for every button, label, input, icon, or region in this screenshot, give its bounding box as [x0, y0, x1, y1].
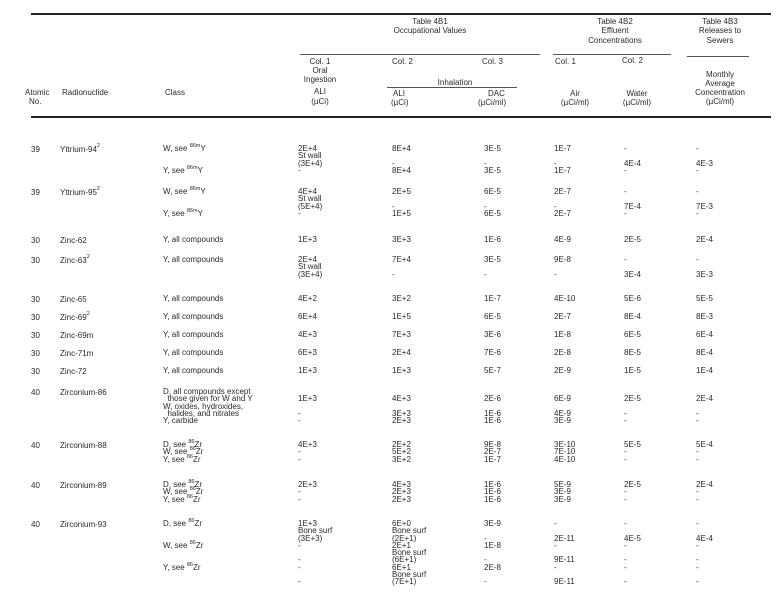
class-line: Y, all compounds [163, 312, 224, 321]
header-air: Air [570, 89, 580, 98]
value-air: 2E-8 [554, 348, 571, 357]
atomic-number: 40 [31, 388, 40, 397]
value-water: 6E-5 [624, 330, 641, 339]
value-ali: 7E+4 - [392, 255, 411, 279]
value-sewer: 2E-4 - - [696, 480, 713, 504]
radionuclide-label: Zinc-62 [60, 236, 87, 245]
value-oral: 6E+4 [298, 312, 317, 321]
header-col2: Col. 2 [392, 57, 413, 66]
class-line: Y, all compounds [163, 348, 224, 357]
top-rule [31, 13, 771, 15]
header-monthly: Monthly [705, 70, 734, 79]
value-water: - 7E-4 - [624, 187, 641, 218]
atomic-number: 30 [31, 256, 40, 265]
value-oral: 2E+3 - - [298, 480, 317, 504]
value-ali: 3E+3 [392, 235, 411, 244]
value-ali: 2E+2 5E+2 3E+2 [392, 440, 411, 464]
header-bottom-rule [31, 116, 771, 118]
header-dac: DAC [488, 89, 505, 98]
radionuclide-label: Yttrium-95 [60, 188, 97, 197]
header-atomic-no-2: No. [29, 97, 42, 106]
class-line: halides, and nitrates [163, 408, 240, 418]
radionuclide-name [60, 367, 87, 376]
radionuclide-label: Zinc-72 [60, 367, 87, 376]
value-dac: 7E-6 [484, 348, 501, 357]
header-class: Class [165, 88, 186, 97]
radionuclide-name [60, 520, 107, 529]
class-line: Y, see $^{86}$Zr [163, 561, 201, 572]
atomic-number: 30 [31, 313, 40, 322]
value-oral: 4E+3 [298, 330, 317, 339]
class-line: Y, see $^{86}$Zr [163, 453, 201, 464]
radionuclide-name [60, 313, 90, 322]
radionuclide-label: Zirconium-88 [60, 441, 107, 450]
value-ali: 7E+3 [392, 330, 411, 339]
radionuclide-name [60, 388, 107, 397]
value-ali: 6E+0 Bone surf (2E+1) 2E+1 Bone surf (6E+1) 6E+1 Bone surf (7E+1) [392, 519, 427, 587]
value-oral: 2E+4 St wall (3E+4) [298, 255, 323, 279]
value-sewer: - 4E-4 - - - - [696, 519, 713, 587]
value-ali: 2E+4 [392, 348, 411, 357]
class-line: D, see $^{86}$Zr [163, 518, 203, 528]
radionuclide-label: Zinc-65 [60, 295, 87, 304]
value-dac: 6E-5 [484, 312, 501, 321]
header-effluent-col2: Col. 2 [622, 56, 643, 65]
header-inhal-ali: ALI [393, 89, 406, 98]
value-dac: 1E-6 [484, 235, 501, 244]
atomic-number: 30 [31, 236, 40, 245]
value-ali: 3E+2 [392, 294, 411, 303]
value-oral: 1E+3 [298, 366, 317, 375]
class-line: Y, see $^{86m}$Y [163, 207, 203, 218]
value-sewer: 2E-4 [696, 235, 713, 244]
atomic-number: 39 [31, 188, 40, 197]
class-line: Y, all compounds [163, 294, 224, 303]
radionuclide-label: Yttrium-94 [60, 145, 97, 154]
footnote-marker: 2 [96, 143, 100, 149]
value-ali: 2E+5 - 1E+5 [392, 187, 411, 218]
value-air: 4E-10 [554, 294, 576, 303]
atomic-number: 30 [31, 349, 40, 358]
value-dac: 2E-6 1E-6 1E-6 [484, 394, 501, 426]
value-dac: 3E-5 - [484, 255, 501, 279]
class-line: Y, all compounds [163, 235, 224, 244]
table-4b1-subtitle: Occupational Values [393, 26, 467, 35]
header-concentration: Concentration [695, 88, 745, 97]
value-air: 2E-7 [554, 312, 571, 321]
value-oral: 2E+4 St wall (3E+4) - [298, 144, 323, 175]
effluent-rule [553, 54, 671, 55]
header-atomic-no: Atomic [25, 88, 50, 97]
radionuclide-name [60, 349, 93, 358]
value-air: 9E-8 - [554, 255, 571, 279]
radionuclide-name [60, 295, 87, 304]
value-water: 8E-4 [624, 312, 641, 321]
atomic-number: 40 [31, 520, 40, 529]
value-sewer: 2E-4 - - [696, 394, 713, 426]
table-4b1-title: Table 4B1 [412, 17, 448, 26]
table-4b3-title: Table 4B3 [702, 17, 738, 26]
class-line: W, see $^{86}$Zr [163, 446, 204, 457]
value-sewer: - 4E-3 - [696, 144, 713, 175]
value-water: 5E-6 [624, 294, 641, 303]
class-line: W, see $^{86}$Zr [163, 539, 204, 550]
table-4b2-subtitle-1: Effluent [601, 26, 629, 35]
atomic-number: 40 [31, 441, 40, 450]
value-water: 2E-5 - - [624, 394, 641, 426]
radionuclide-label: Zinc-71m [60, 349, 94, 358]
atomic-number: 30 [31, 331, 40, 340]
value-ali: 8E+4 - 8E+4 [392, 144, 411, 175]
radionuclide-label: Zinc-69m [60, 331, 94, 340]
value-sewer: 5E-5 [696, 294, 713, 303]
table-4b3-subtitle-2: Sewers [706, 36, 734, 45]
value-ali: 4E+3 2E+3 2E+3 [392, 480, 411, 504]
value-sewer: 8E-4 [696, 348, 713, 357]
value-dac: 3E-9 - 1E-8 - 2E-8 - [484, 519, 501, 587]
value-dac: 3E-6 [484, 330, 501, 339]
table-4b2-subtitle-2: Concentrations [588, 36, 642, 45]
value-ali: 4E+3 3E+3 2E+3 [392, 394, 411, 426]
value-sewer: - 7E-3 - [696, 187, 713, 218]
atomic-number: 30 [31, 295, 40, 304]
class-line: D, see $^{86}$Zr [163, 439, 203, 449]
value-sewer: 6E-4 [696, 330, 713, 339]
value-oral: 6E+3 [298, 348, 317, 357]
value-oral: 4E+2 [298, 294, 317, 303]
value-air: 2E-9 [554, 366, 571, 375]
radionuclide-name [60, 256, 90, 265]
radionuclide-label: Zirconium-93 [60, 520, 107, 529]
atomic-number: 30 [31, 367, 40, 376]
radionuclide-label: Zirconium-89 [60, 481, 107, 490]
radionuclide-name [60, 441, 107, 450]
radionuclide-label: Zinc-69 [60, 313, 87, 322]
value-water: - 3E-4 [624, 255, 641, 279]
class-line: D, see $^{86}$Zr [163, 479, 203, 489]
class-line: W, see $^{86m}$Y [163, 186, 206, 196]
class-line: Y, all compounds [163, 255, 224, 264]
sewer-rule [687, 56, 749, 57]
header-col1: Col. 1 [309, 57, 331, 66]
class-line: Y, see $^{86}$Zr [163, 493, 201, 504]
class-line: Y, carbide [163, 416, 198, 426]
footnote-marker: 2 [86, 254, 90, 260]
class-line: W, oxides, hydroxides, [163, 401, 244, 411]
value-dac: 1E-7 [484, 294, 501, 303]
value-sewer: - 3E-3 [696, 255, 713, 279]
value-air: 3E-10 7E-10 4E-10 [554, 440, 576, 464]
value-oral: 4E+4 St wall (5E+4) - [298, 187, 323, 218]
inhalation-rule [387, 87, 517, 88]
radionuclide-label: Zirconium-86 [60, 388, 107, 397]
value-air: 6E-9 4E-9 3E-9 [554, 394, 571, 426]
atomic-number: 40 [31, 481, 40, 490]
header-effluent-col1: Col. 1 [555, 57, 576, 66]
value-water: - 4E-5 - - - - [624, 519, 641, 587]
value-sewer: 5E-4 - - [696, 440, 713, 464]
value-water: 2E-5 [624, 235, 641, 244]
occupational-rule [300, 54, 540, 55]
value-dac: 6E-5 - 6E-5 [484, 187, 501, 218]
value-dac: 9E-8 2E-7 1E-7 [484, 440, 501, 464]
value-sewer: 1E-4 [696, 366, 713, 375]
value-air: 1E-8 [554, 330, 571, 339]
table-4b3-subtitle-1: Releases to [698, 26, 742, 35]
table-4b2-title: Table 4B2 [597, 17, 633, 26]
header-air-unit: (µCi/ml) [560, 98, 590, 107]
value-air: 1E-7 - 1E-7 [554, 144, 571, 175]
value-water: 8E-5 [624, 348, 641, 357]
radionuclide-name [60, 188, 100, 197]
atomic-number: 39 [31, 145, 40, 154]
header-oral-ali: ALI [313, 87, 326, 96]
header-radionuclide: Radionuclide [62, 88, 109, 97]
header-oral-unit: (µCi) [311, 97, 329, 106]
header-inhalation: Inhalation [437, 78, 473, 87]
value-dac: 1E-6 1E-6 1E-6 [484, 480, 501, 504]
value-water: 1E-5 [624, 366, 641, 375]
header-sewer-unit: (µCi/ml) [705, 97, 735, 106]
radionuclide-name [60, 331, 93, 340]
radionuclide-name [60, 481, 107, 490]
class-line: Y, all compounds [163, 366, 224, 375]
class-line: D, all compounds except [163, 387, 251, 396]
class-line: W, see $^{86m}$Y [163, 143, 206, 153]
footnote-marker: 2 [86, 311, 90, 317]
value-oral: 1E+3 - - [298, 394, 317, 426]
value-dac: 3E-5 - 3E-5 [484, 144, 501, 175]
value-ali: 1E+3 [392, 366, 411, 375]
header-inhal-ali-unit: (µCi) [391, 98, 409, 107]
value-dac: 5E-7 [484, 366, 501, 375]
header-oral: Oral [312, 66, 328, 75]
footnote-marker: 2 [96, 186, 100, 192]
class-line: W, see $^{86}$Zr [163, 486, 204, 497]
value-sewer: 8E-3 [696, 312, 713, 321]
value-oral: 4E+3 - - [298, 440, 317, 464]
class-line: Y, see $^{86m}$Y [163, 164, 203, 175]
header-average: Average [705, 79, 735, 88]
value-water: 2E-5 - - [624, 480, 641, 504]
value-water: 5E-5 - - [624, 440, 641, 464]
value-air: 5E-9 3E-9 3E-9 [554, 480, 571, 504]
header-dac-unit: (µCi/ml) [478, 98, 507, 107]
header-col3: Col. 3 [482, 57, 503, 66]
value-air: 2E-7 - 2E-7 [554, 187, 571, 218]
value-oral: 1E+3 [298, 235, 317, 244]
value-water: - 4E-4 - [624, 144, 641, 175]
value-oral: 1E+3 Bone surf (3E+3) - - - - [298, 519, 333, 587]
radionuclide-name [60, 236, 87, 245]
class-line: Y, all compounds [163, 330, 224, 339]
value-air: - 2E-11 - 9E-11 - 9E-11 [554, 519, 575, 587]
header-water-unit: (µCi/ml) [622, 98, 652, 107]
header-water: Water [626, 89, 648, 98]
value-air: 4E-9 [554, 235, 571, 244]
radionuclide-label: Zinc-63 [60, 256, 87, 265]
value-ali: 1E+5 [392, 312, 411, 321]
header-ingestion: Ingestion [303, 75, 337, 84]
radionuclide-name [60, 145, 100, 154]
class-line: those given for W and Y [163, 394, 253, 404]
